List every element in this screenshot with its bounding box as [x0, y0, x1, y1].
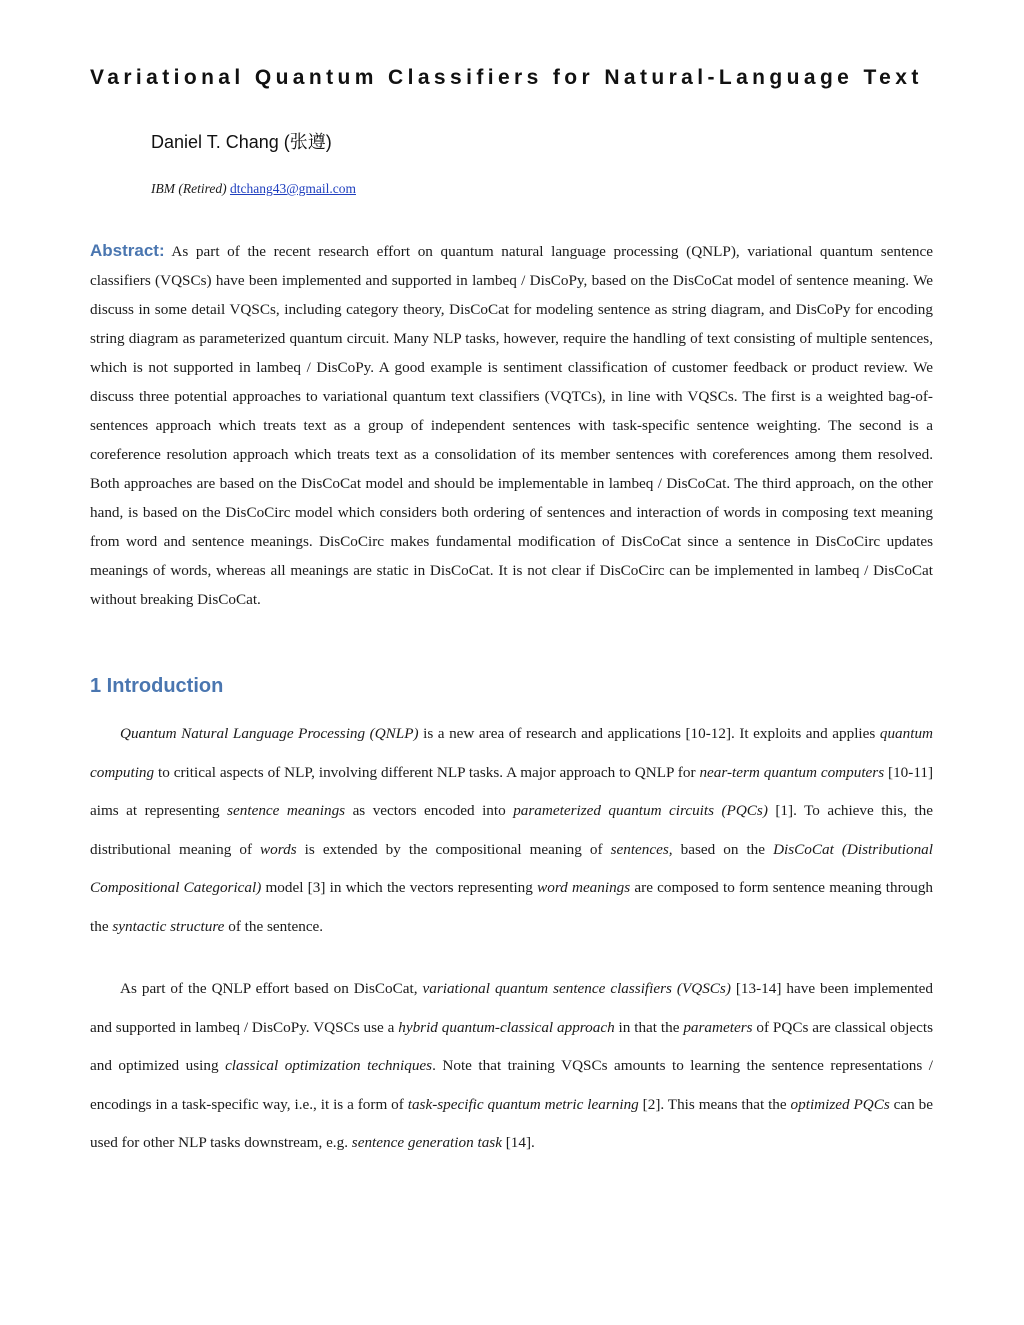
body-text: based on the: [672, 840, 774, 858]
intro-paragraph-1: [90, 715, 933, 946]
body-text: is extended by the compositional meaning of: [296, 840, 611, 858]
emphasis-text: variational quantum sentence classifiers (VQSCs): [422, 980, 731, 997]
body-text: As part of the QNLP effort based on DisCoCat,: [120, 980, 423, 997]
body-text: is a new area of research and applications [10-12]. It exploits and applies: [418, 725, 880, 742]
body-text: . Note that training VQSCs amounts to learning the sentence representations / encodings in a task-specific way, i.e., it is a form of: [90, 1057, 934, 1113]
body-text: [10-11] aims at representing: [90, 763, 933, 819]
affiliation-text: IBM (Retired): [151, 181, 227, 196]
abstract-text: As part of the recent research effort on quantum natural language processing (QNLP), variational quantum sentence classifiers (VQSCs) have been implemented and supported in lambeq / DisCoPy, based on the DisCoCat model of sentence meaning. We discuss in some detail VQSCs, including category theory, DisCoCat for modeling sentence as string diagram, and DisCoPy for encoding string diagram as parameterized quantum circuit. Many NLP tasks, however, require the handling of text consisting of multiple sentences, which is not supported in lambeq / DisCoPy. A good example is sentiment classification of customer feedback or product review. We discuss three potential approaches to variational quantum text classifiers (VQTCs), in line with VQSCs. The first is a weighted bag-of-sentences approach which treats text as a group of independent sentences with task-specific sentence weighting. The second is a coreference resolution approach which treats text as a consolidation of its member sentences with coreferences among them resolved. Both approaches are based on the DisCoCat model and should be implementable in lambeq / DisCoCat. The third approach, on the other hand, is based on the DisCoCirc model which considers both ordering of sentences and interaction of words in composing text meaning from word and sentence meanings. DisCoCirc makes fundamental modification of DisCoCat since a sentence in DisCoCirc updates meanings of words, whereas all meanings are static in DisCoCat. It is not clear if DisCoCirc can be implemented in lambeq / DisCoCat without breaking DisCoCat.: [90, 243, 933, 608]
author-name: Daniel T. Chang (张遵): [151, 132, 332, 152]
body-text: are composed to form sentence meaning through the: [90, 879, 934, 935]
emphasis-text: sentence generation task: [351, 1134, 502, 1151]
email-link[interactable]: dtchang43@gmail.com: [229, 181, 356, 196]
emphasis-text: parameterized quantum circuits (PQCs): [513, 802, 768, 819]
body-text: in that the: [614, 1018, 684, 1036]
paper-title: Variational Quantum Classifiers for Natural-Language Text: [90, 66, 923, 89]
emphasis-text: optimized PQCs: [790, 1095, 890, 1113]
emphasis-text: word meanings: [537, 879, 631, 896]
body-text: as vectors encoded into: [345, 802, 514, 819]
emphasis-text: hybrid quantum-classical approach: [398, 1018, 615, 1036]
body-text: [1]. To achieve this, the distributional meaning of: [90, 802, 933, 858]
emphasis-text: task-specific quantum metric learning: [407, 1095, 639, 1113]
emphasis-text: syntactic structure: [112, 917, 225, 935]
emphasis-text: DisCoCat (Distributional Compositional Categorical): [90, 840, 933, 896]
emphasis-text: Quantum Natural Language Processing (QNLP): [120, 725, 419, 742]
author-affiliation: [151, 181, 356, 197]
body-text: of the sentence.: [224, 917, 324, 935]
body-text: can be used for other NLP tasks downstream, e.g.: [90, 1095, 933, 1151]
emphasis-text: classical optimization techniques: [225, 1057, 433, 1074]
body-text: [14].: [501, 1134, 535, 1151]
section-heading-introduction: 1 Introduction: [90, 675, 224, 697]
emphasis-text: near-term quantum computers: [699, 763, 885, 781]
intro-paragraph-2: [90, 970, 933, 1163]
emphasis-text: parameters: [683, 1018, 753, 1036]
abstract-label: Abstract:: [90, 241, 165, 260]
emphasis-text: words: [260, 840, 297, 858]
emphasis-text: quantum computing: [90, 725, 933, 781]
body-text: [2]. This means that the: [638, 1095, 791, 1113]
body-text: model [3] in which the vectors representing: [261, 879, 538, 896]
emphasis-text: sentence meanings: [227, 802, 346, 819]
body-text: [13-14] have been implemented and supported in lambeq / DisCoPy. VQSCs use a: [90, 980, 933, 1036]
abstract: [90, 236, 933, 614]
emphasis-text: sentences,: [610, 840, 673, 858]
body-text: to critical aspects of NLP, involving different NLP tasks. A major approach to QNLP for: [154, 763, 700, 781]
body-text: of PQCs are classical objects and optimized using: [90, 1018, 933, 1074]
